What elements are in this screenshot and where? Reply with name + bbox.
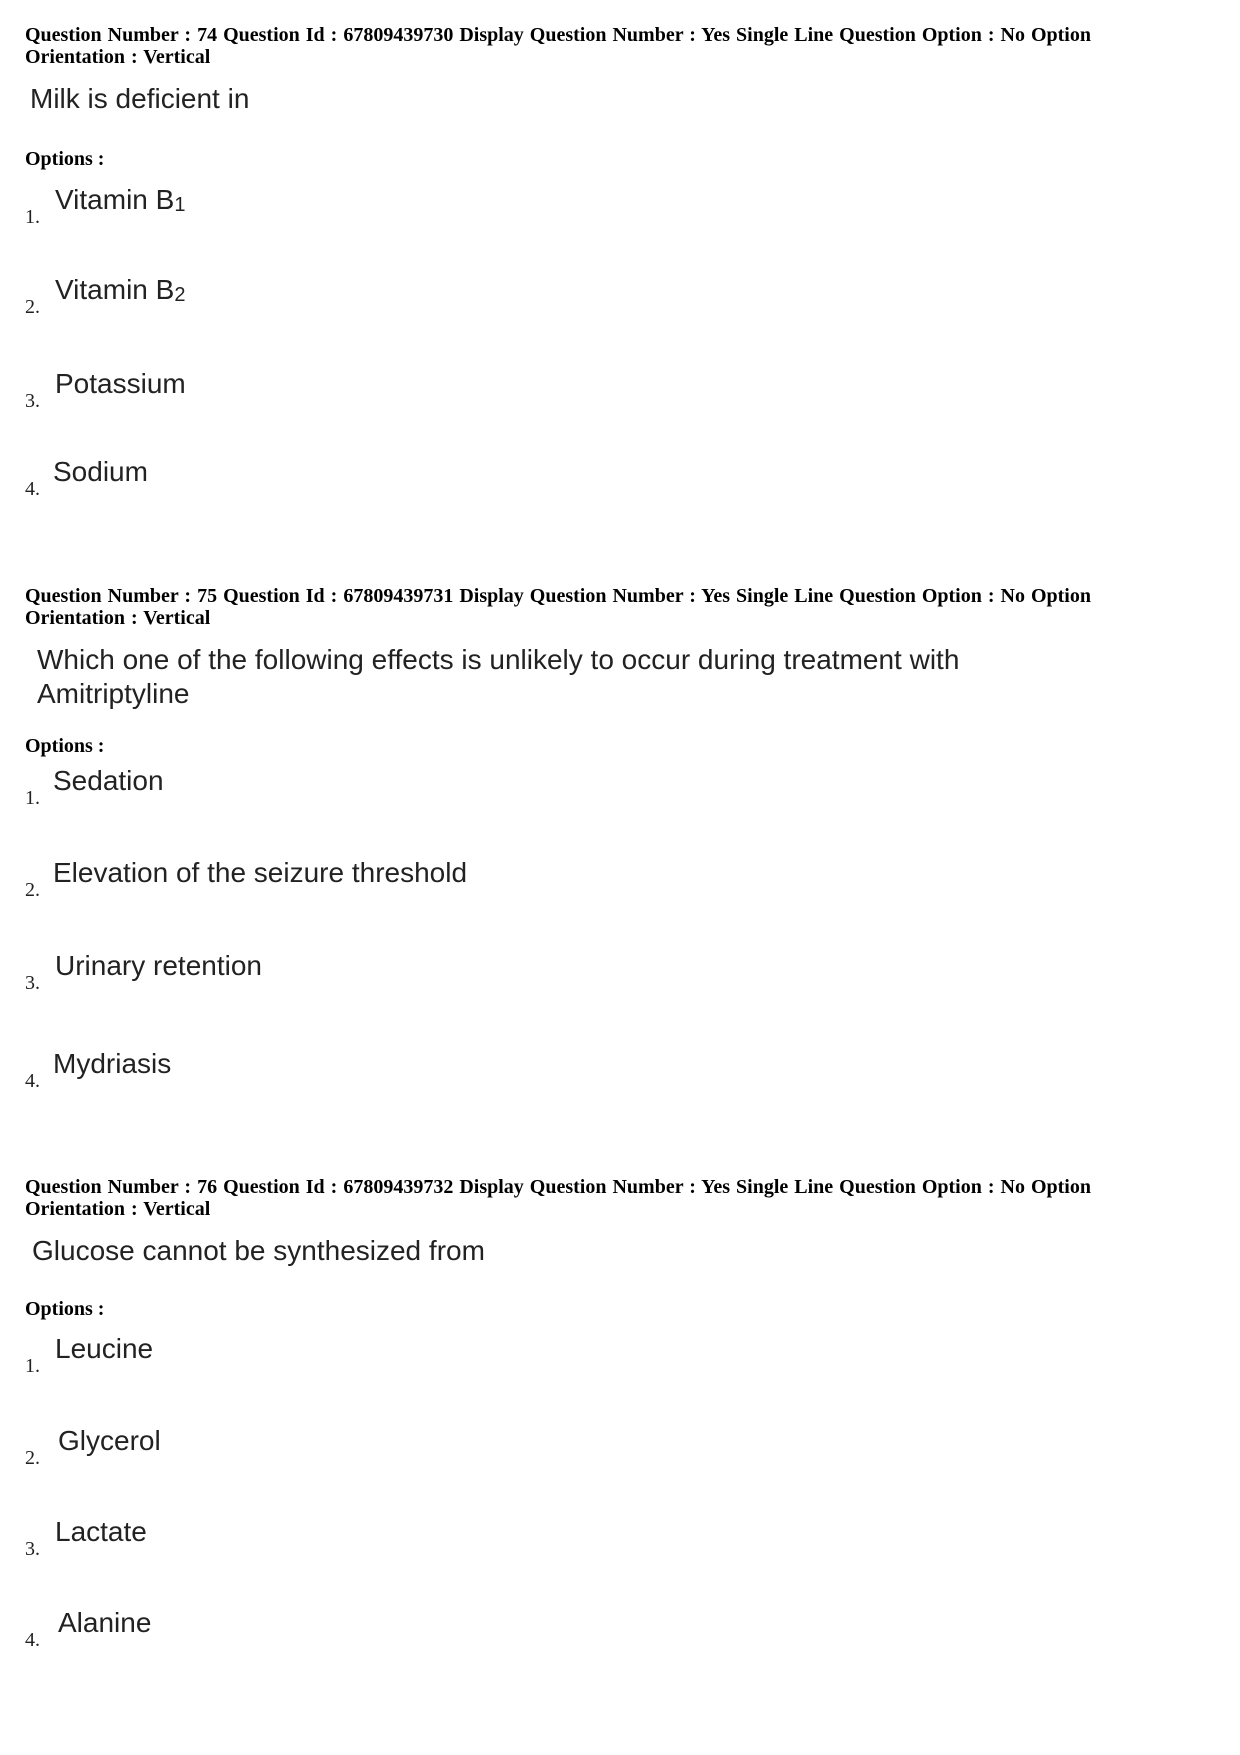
option-4[interactable] xyxy=(25,456,925,516)
option-number: 3. xyxy=(25,972,40,994)
option-number: 4. xyxy=(25,478,40,500)
option-1[interactable] xyxy=(25,184,925,244)
option-number: 4. xyxy=(25,1070,40,1092)
option-number: 3. xyxy=(25,1538,40,1560)
option-1[interactable] xyxy=(25,765,925,825)
option-text: Alanine xyxy=(58,1607,152,1638)
option-text: Lactate xyxy=(55,1516,147,1547)
option-1[interactable] xyxy=(25,1333,925,1393)
option-text: Leucine xyxy=(55,1333,154,1364)
option-text: Potassium xyxy=(55,368,186,399)
option-4[interactable] xyxy=(25,1607,925,1667)
option-2[interactable] xyxy=(25,274,925,334)
option-text: Mydriasis xyxy=(53,1048,172,1079)
option-number: 1. xyxy=(25,787,40,809)
question-text: Milk is deficient in xyxy=(30,83,250,114)
option-text: Sedation xyxy=(53,765,164,796)
option-number: 1. xyxy=(25,1355,40,1377)
option-text: Sodium xyxy=(53,456,148,487)
option-2[interactable] xyxy=(25,857,925,917)
question-header: Question Number : 75 Question Id : 67809439731 Display Question Number : Yes Single Line Question Option : No Option Orientation : Vertical xyxy=(25,585,1091,629)
option-text: Vitamin B2 xyxy=(55,274,186,306)
option-number: 2. xyxy=(25,1447,40,1469)
option-text: Elevation of the seizure threshold xyxy=(53,857,468,888)
question-text: Glucose cannot be synthesized from xyxy=(32,1235,485,1266)
options-label: Options : xyxy=(25,1298,105,1320)
question-header: Question Number : 74 Question Id : 67809439730 Display Question Number : Yes Single Line Question Option : No Option Orientation : Vertical xyxy=(25,24,1091,68)
question-header: Question Number : 76 Question Id : 67809439732 Display Question Number : Yes Single Line Question Option : No Option Orientation : Vertical xyxy=(25,1176,1091,1220)
options-label: Options : xyxy=(25,148,105,170)
option-3[interactable] xyxy=(25,368,925,428)
question-block-74 xyxy=(25,24,1215,500)
option-text: Glycerol xyxy=(58,1425,161,1456)
option-number: 2. xyxy=(25,879,40,901)
option-2[interactable] xyxy=(25,1425,925,1485)
option-4[interactable] xyxy=(25,1048,925,1108)
option-number: 1. xyxy=(25,206,40,228)
option-text: Vitamin B1 xyxy=(55,184,186,216)
question-block-75 xyxy=(25,585,1215,1092)
option-number: 3. xyxy=(25,390,40,412)
option-3[interactable] xyxy=(25,1516,925,1576)
options-label: Options : xyxy=(25,735,105,757)
option-number: 4. xyxy=(25,1629,40,1651)
option-3[interactable] xyxy=(25,950,925,1010)
question-text: Which one of the following effects is unlikely to occur during treatment with Amitriptyline xyxy=(37,644,960,709)
option-text: Urinary retention xyxy=(55,950,262,981)
option-number: 2. xyxy=(25,296,40,318)
question-block-76 xyxy=(25,1176,1215,1651)
